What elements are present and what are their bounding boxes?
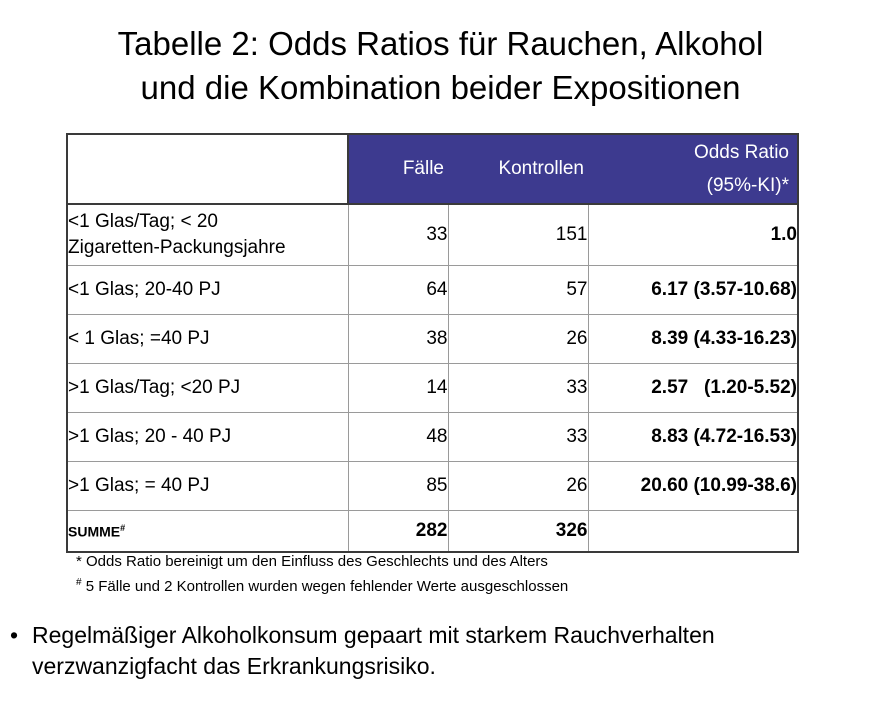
header-controls: Kontrollen xyxy=(448,134,588,204)
table-row xyxy=(67,364,798,413)
page-title xyxy=(0,22,881,110)
table-row xyxy=(67,462,798,511)
bullet-line-2: verzwanzigfacht das Erkrankungsrisiko. xyxy=(32,653,436,679)
sum-label xyxy=(67,511,348,553)
sum-controls: 326 xyxy=(448,511,588,553)
footnote-2-text: 5 Fälle und 2 Kontrollen wurden wegen fehlender Werte ausgeschlossen xyxy=(81,578,569,595)
sum-cases: 282 xyxy=(348,511,448,553)
table-row xyxy=(67,315,798,364)
table-header-row xyxy=(67,134,798,204)
cell-odds-ratio: 8.83 (4.72-16.53) xyxy=(588,413,798,462)
row-label: < 1 Glas; =40 PJ xyxy=(67,315,348,364)
cell-cases: 64 xyxy=(348,266,448,315)
cell-controls: 57 xyxy=(448,266,588,315)
table-row xyxy=(67,266,798,315)
bullet-point xyxy=(10,620,715,682)
header-odds-ratio-line1: Odds Ratio xyxy=(693,142,789,163)
row-label-line1: <1 Glas/Tag; < 20 xyxy=(68,211,218,232)
cell-cases: 85 xyxy=(348,462,448,511)
bullet-text xyxy=(32,620,715,682)
cell-controls: 26 xyxy=(448,462,588,511)
row-label-line2: Zigaretten-Packungsjahre xyxy=(68,237,286,258)
cell-cases: 48 xyxy=(348,413,448,462)
cell-controls: 26 xyxy=(448,315,588,364)
sum-label-text: SUMME xyxy=(68,523,121,540)
cell-controls: 33 xyxy=(448,364,588,413)
footnote-2-mark: # xyxy=(76,577,82,588)
cell-cases: 38 xyxy=(348,315,448,364)
footnote-2 xyxy=(76,572,568,597)
title-line-2: und die Kombination beider Expositionen xyxy=(140,69,741,106)
cell-cases: 33 xyxy=(348,204,448,266)
cell-controls: 33 xyxy=(448,413,588,462)
row-label: >1 Glas; 20 - 40 PJ xyxy=(67,413,348,462)
cell-odds-ratio: 1.0 xyxy=(588,204,798,266)
row-label xyxy=(67,204,348,266)
sum-row xyxy=(67,511,798,553)
cell-controls: 151 xyxy=(448,204,588,266)
bullet-line-1: Regelmäßiger Alkoholkonsum gepaart mit starkem Rauchverhalten xyxy=(32,622,715,648)
cell-odds-ratio: 20.60 (10.99-38.6) xyxy=(588,462,798,511)
title-line-1: Tabelle 2: Odds Ratios für Rauchen, Alkohol xyxy=(117,25,764,62)
cell-cases: 14 xyxy=(348,364,448,413)
row-label: >1 Glas; = 40 PJ xyxy=(67,462,348,511)
header-odds-ratio-line2: (95%-KI)* xyxy=(706,175,789,196)
footnote-1: * Odds Ratio bereinigt um den Einfluss des Geschlechts und des Alters xyxy=(76,553,548,570)
sum-label-footnote-mark: # xyxy=(120,522,126,533)
odds-ratio-table xyxy=(66,133,799,553)
cell-odds-ratio: 2.57 (1.20-5.52) xyxy=(588,364,798,413)
row-label: >1 Glas/Tag; <20 PJ xyxy=(67,364,348,413)
bullet-marker: • xyxy=(10,622,19,648)
sum-odds-ratio-empty xyxy=(588,511,798,553)
row-label: <1 Glas; 20-40 PJ xyxy=(67,266,348,315)
header-cases: Fälle xyxy=(348,134,448,204)
table-row xyxy=(67,413,798,462)
table-row xyxy=(67,204,798,266)
header-empty-cell xyxy=(67,134,348,204)
header-odds-ratio xyxy=(588,134,798,204)
cell-odds-ratio: 6.17 (3.57-10.68) xyxy=(588,266,798,315)
cell-odds-ratio: 8.39 (4.33-16.23) xyxy=(588,315,798,364)
table-footnotes xyxy=(76,551,568,597)
